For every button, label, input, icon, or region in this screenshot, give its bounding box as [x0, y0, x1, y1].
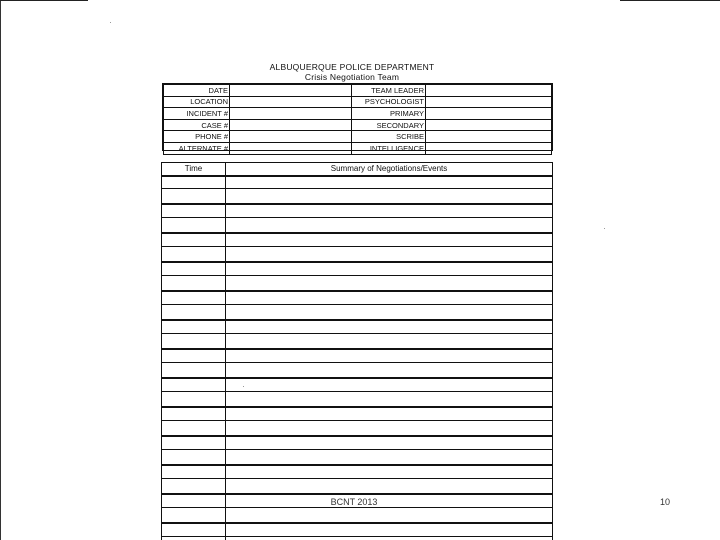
info-value[interactable]	[230, 108, 352, 120]
table-row-line	[162, 348, 552, 350]
scan-speck	[604, 228, 605, 229]
table-row-line	[162, 522, 552, 524]
info-value[interactable]	[230, 96, 352, 108]
slide-left-border	[0, 0, 1, 540]
info-value[interactable]	[426, 108, 552, 120]
table-row-line	[162, 275, 552, 276]
table-row-line	[162, 420, 552, 421]
info-value[interactable]	[230, 131, 352, 143]
table-row-line	[162, 319, 552, 321]
form-subtitle: Crisis Negotiation Team	[304, 72, 400, 82]
table-row-line	[162, 290, 552, 292]
info-value[interactable]	[230, 142, 352, 154]
summary-column-header: Summary of Negotiations/Events	[330, 164, 448, 173]
info-label: DATE	[164, 85, 230, 97]
table-row-line	[162, 377, 552, 379]
table-row-line	[162, 246, 552, 247]
table-row-line	[162, 232, 552, 234]
info-label: CASE #	[164, 119, 230, 131]
summary-table	[161, 162, 553, 540]
info-table	[163, 84, 552, 155]
info-label: LOCATION	[164, 96, 230, 108]
info-label: ALTERNATE #	[164, 142, 230, 154]
time-column-header: Time	[184, 164, 203, 173]
scan-speck	[243, 386, 244, 387]
table-row-line	[162, 449, 552, 450]
slide-top-border-left	[0, 0, 88, 1]
table-row-line	[162, 507, 552, 508]
table-row-line	[162, 175, 552, 177]
info-label: TEAM LEADER	[352, 85, 426, 97]
footer-text: BCNT 2013	[330, 497, 378, 507]
info-label: PSYCHOLOGIST	[352, 96, 426, 108]
scan-speck	[110, 22, 111, 23]
info-value[interactable]	[426, 131, 552, 143]
table-row-line	[162, 478, 552, 479]
page-number: 10	[660, 497, 671, 507]
info-label: SECONDARY	[352, 119, 426, 131]
table-row-line	[162, 391, 552, 392]
info-value[interactable]	[426, 96, 552, 108]
form-title: ALBUQUERQUE POLICE DEPARTMENT	[269, 62, 435, 72]
table-row-line	[162, 406, 552, 408]
table-row-line	[162, 304, 552, 305]
table-row-line	[162, 217, 552, 218]
column-divider	[225, 163, 226, 540]
info-label: INTELLIGENCE	[352, 142, 426, 154]
info-row	[164, 119, 552, 131]
info-value[interactable]	[426, 142, 552, 154]
info-row	[164, 96, 552, 108]
table-row-line	[162, 536, 552, 537]
scanned-form	[92, 0, 612, 540]
table-row-line	[162, 435, 552, 437]
info-grid	[162, 83, 553, 151]
table-row-line	[162, 188, 552, 189]
info-value[interactable]	[426, 85, 552, 97]
info-row	[164, 85, 552, 97]
info-label: INCIDENT #	[164, 108, 230, 120]
info-row	[164, 131, 552, 143]
info-label: PRIMARY	[352, 108, 426, 120]
info-value[interactable]	[426, 119, 552, 131]
info-value[interactable]	[230, 85, 352, 97]
info-label: PHONE #	[164, 131, 230, 143]
info-row	[164, 108, 552, 120]
info-row	[164, 142, 552, 154]
table-row-line	[162, 362, 552, 363]
table-row-line	[162, 203, 552, 205]
info-label: SCRIBE	[352, 131, 426, 143]
table-row-line	[162, 261, 552, 263]
slide-top-border-right	[620, 0, 720, 1]
table-row-line	[162, 464, 552, 466]
table-row-line	[162, 493, 552, 495]
table-row-line	[162, 333, 552, 334]
info-value[interactable]	[230, 119, 352, 131]
